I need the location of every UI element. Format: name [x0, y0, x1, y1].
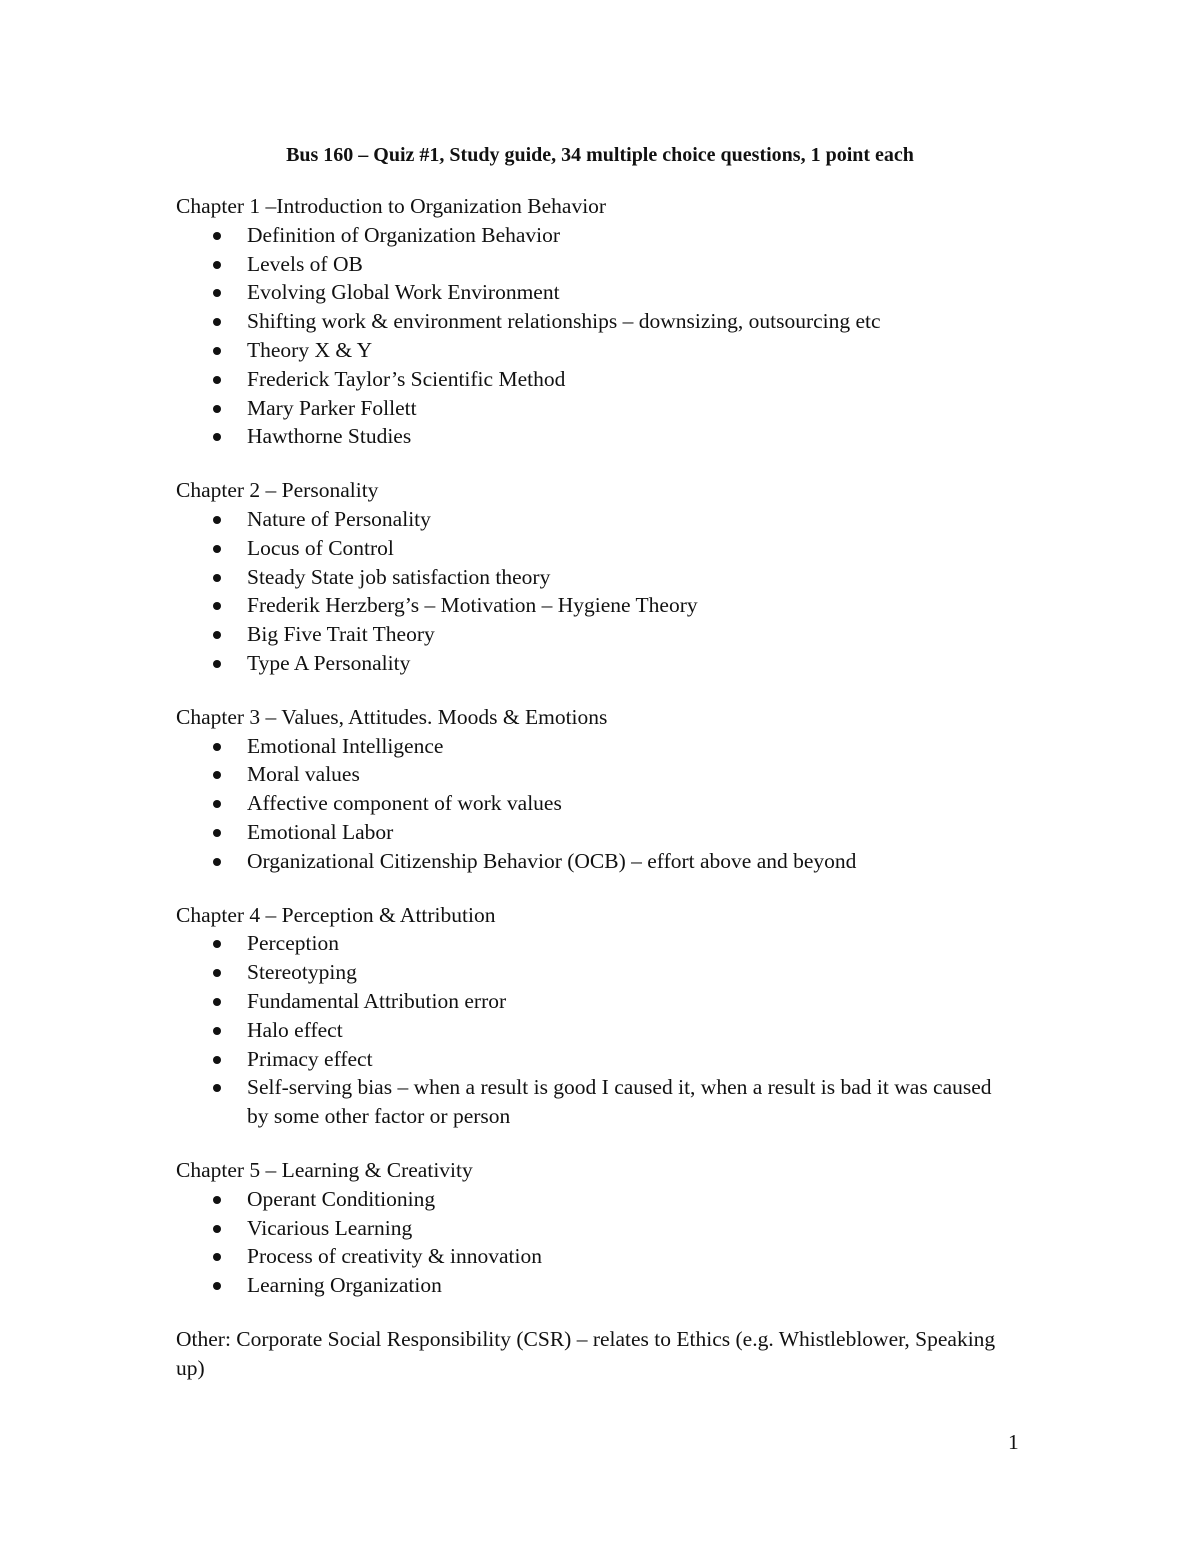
list-item: Emotional Intelligence — [176, 732, 1016, 761]
chapter-heading: Chapter 2 – Personality — [176, 478, 379, 503]
list-item: Moral values — [176, 760, 1016, 789]
topic-list — [176, 221, 1016, 451]
list-item: Stereotyping — [176, 958, 1016, 987]
list-item: Big Five Trait Theory — [176, 620, 1016, 649]
list-item: Levels of OB — [176, 250, 1016, 279]
list-item: Shifting work & environment relationships – downsizing, outsourcing etc — [176, 307, 1016, 336]
topic-list — [176, 732, 1016, 876]
list-item: Locus of Control — [176, 534, 1016, 563]
list-item: Emotional Labor — [176, 818, 1016, 847]
list-item: Steady State job satisfaction theory — [176, 563, 1016, 592]
document-title: Bus 160 – Quiz #1, Study guide, 34 multiple choice questions, 1 point each — [286, 144, 914, 166]
list-item: Theory X & Y — [176, 336, 1016, 365]
list-item: Perception — [176, 929, 1016, 958]
list-item: Nature of Personality — [176, 505, 1016, 534]
topic-list — [176, 505, 1016, 678]
topic-list — [176, 1185, 1016, 1300]
list-item: Frederik Herzberg’s – Motivation – Hygiene Theory — [176, 591, 1016, 620]
list-item: Definition of Organization Behavior — [176, 221, 1016, 250]
list-item: Halo effect — [176, 1016, 1016, 1045]
list-item: Primacy effect — [176, 1045, 1016, 1074]
chapter-heading: Chapter 1 –Introduction to Organization Behavior — [176, 194, 607, 218]
list-item: Vicarious Learning — [176, 1214, 1016, 1243]
list-item: Process of creativity & innovation — [176, 1242, 1016, 1271]
chapter-heading: Chapter 3 – Values, Attitudes. Moods & Emotions — [176, 704, 608, 729]
list-item: Learning Organization — [176, 1271, 1016, 1300]
chapter-heading: Chapter 4 – Perception & Attribution — [176, 902, 496, 927]
chapter-3 — [176, 703, 1016, 876]
page-number: 1 — [1008, 1430, 1019, 1454]
list-item: Evolving Global Work Environment — [176, 278, 1016, 307]
topic-list — [176, 929, 1016, 1131]
list-item: Frederick Taylor’s Scientific Method — [176, 365, 1016, 394]
list-item: Self-serving bias – when a result is good I caused it, when a result is bad it was caused by some other factor or person — [176, 1073, 1016, 1131]
chapter-4 — [176, 901, 1016, 1131]
chapter-2 — [176, 476, 1016, 678]
chapter-5 — [176, 1156, 1016, 1300]
list-item: Hawthorne Studies — [176, 422, 1016, 451]
chapter-heading: Chapter 5 – Learning & Creativity — [176, 1157, 473, 1182]
other-note: Other: Corporate Social Responsibility (CSR) – relates to Ethics (e.g. Whistleblower, Speaking up) — [176, 1326, 996, 1380]
chapter-1 — [176, 192, 1016, 451]
list-item: Organizational Citizenship Behavior (OCB) – effort above and beyond — [176, 847, 1016, 876]
list-item: Type A Personality — [176, 649, 1016, 678]
list-item: Mary Parker Follett — [176, 394, 1016, 423]
document-body — [176, 192, 1016, 1382]
list-item: Fundamental Attribution error — [176, 987, 1016, 1016]
list-item: Affective component of work values — [176, 789, 1016, 818]
list-item: Operant Conditioning — [176, 1185, 1016, 1214]
